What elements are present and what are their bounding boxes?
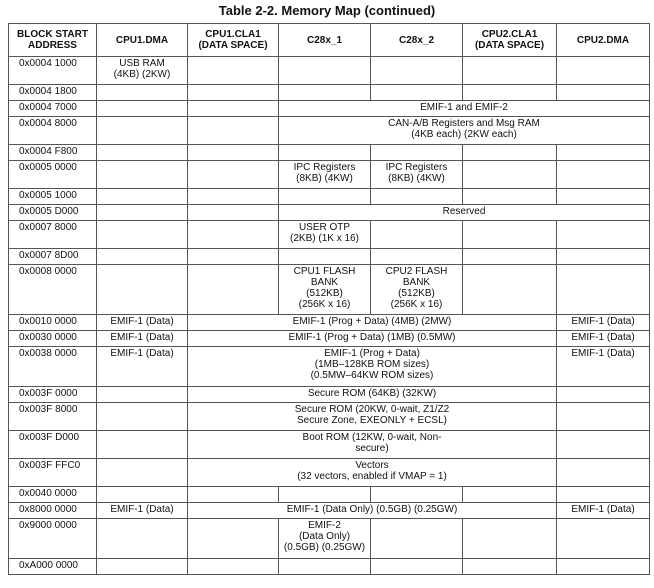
c28x-1-cell xyxy=(279,249,371,265)
address-cell: 0x0038 0000 xyxy=(9,347,97,387)
span-cell: Reserved xyxy=(279,205,650,221)
cpu2-cla1-cell xyxy=(463,265,557,315)
cpu1-dma-cell: EMIF-1 (Data) xyxy=(97,503,188,519)
cpu1-cla1-cell xyxy=(188,117,279,145)
c28x-1-cell: USER OTP (2KB) (1K x 16) xyxy=(279,221,371,249)
address-cell: 0x0008 0000 xyxy=(9,265,97,315)
table-row xyxy=(9,347,650,387)
address-cell: 0x9000 0000 xyxy=(9,519,97,559)
cpu2-cla1-cell xyxy=(463,161,557,189)
address-cell: 0x0010 0000 xyxy=(9,315,97,331)
address-cell: 0x0005 0000 xyxy=(9,161,97,189)
c28x-2-cell xyxy=(371,559,463,575)
cpu1-cla1-cell xyxy=(188,487,279,503)
c28x-2-cell xyxy=(371,57,463,85)
cpu1-cla1-cell xyxy=(188,145,279,161)
header-cpu1-cla1: CPU1.CLA1 (DATA SPACE) xyxy=(188,24,279,57)
cpu1-dma-cell xyxy=(97,265,188,315)
address-cell: 0x0005 D000 xyxy=(9,205,97,221)
table-row xyxy=(9,189,650,205)
cpu2-dma-cell xyxy=(557,85,650,101)
address-cell: 0x8000 0000 xyxy=(9,503,97,519)
c28x-1-cell xyxy=(279,85,371,101)
cpu2-dma-cell xyxy=(557,57,650,85)
cpu2-dma-cell xyxy=(557,431,650,459)
cpu2-dma-cell xyxy=(557,403,650,431)
cpu1-dma-cell: EMIF-1 (Data) xyxy=(97,315,188,331)
cpu1-dma-cell: USB RAM (4KB) (2KW) xyxy=(97,57,188,85)
cpu1-cla1-cell xyxy=(188,205,279,221)
table-row xyxy=(9,559,650,575)
cpu1-dma-cell xyxy=(97,161,188,189)
address-cell: 0x0004 7000 xyxy=(9,101,97,117)
cpu1-dma-cell xyxy=(97,249,188,265)
cpu1-dma-cell: EMIF-1 (Data) xyxy=(97,331,188,347)
memory-map-table xyxy=(8,23,650,575)
address-cell: 0x0030 0000 xyxy=(9,331,97,347)
address-cell: 0x0007 8000 xyxy=(9,221,97,249)
cpu2-dma-cell: EMIF-1 (Data) xyxy=(557,347,650,387)
span-cell: EMIF-1 (Prog + Data) (4MB) (2MW) xyxy=(188,315,557,331)
table-row xyxy=(9,221,650,249)
span-cell: EMIF-1 (Prog + Data) (1MB) (0.5MW) xyxy=(188,331,557,347)
c28x-2-cell xyxy=(371,487,463,503)
cpu1-dma-cell xyxy=(97,459,188,487)
cpu1-dma-cell: EMIF-1 (Data) xyxy=(97,347,188,387)
cpu2-dma-cell xyxy=(557,487,650,503)
table-row xyxy=(9,117,650,145)
address-cell: 0x0004 8000 xyxy=(9,117,97,145)
cpu1-dma-cell xyxy=(97,117,188,145)
c28x-2-cell xyxy=(371,145,463,161)
cpu2-dma-cell xyxy=(557,189,650,205)
cpu1-cla1-cell xyxy=(188,221,279,249)
address-cell: 0x0040 0000 xyxy=(9,487,97,503)
address-cell: 0x0004 1000 xyxy=(9,57,97,85)
cpu1-dma-cell xyxy=(97,519,188,559)
c28x-1-cell xyxy=(279,57,371,85)
span-cell: EMIF-1 (Prog + Data) (1MB–128KB ROM sizes) (0.5MW–64KW ROM sizes) xyxy=(188,347,557,387)
c28x-2-cell xyxy=(371,519,463,559)
header-block-start-address: BLOCK START ADDRESS xyxy=(9,24,97,57)
c28x-1-cell: CPU1 FLASH BANK (512KB) (256K x 16) xyxy=(279,265,371,315)
cpu1-dma-cell xyxy=(97,559,188,575)
table-row xyxy=(9,315,650,331)
cpu1-cla1-cell xyxy=(188,559,279,575)
c28x-2-cell: CPU2 FLASH BANK (512KB) (256K x 16) xyxy=(371,265,463,315)
table-row xyxy=(9,387,650,403)
cpu1-dma-cell xyxy=(97,145,188,161)
header-cpu1-dma: CPU1.DMA xyxy=(97,24,188,57)
cpu1-cla1-cell xyxy=(188,101,279,117)
cpu1-cla1-cell xyxy=(188,161,279,189)
cpu2-dma-cell xyxy=(557,559,650,575)
address-cell: 0x003F D000 xyxy=(9,431,97,459)
cpu2-cla1-cell xyxy=(463,57,557,85)
header-cpu2-cla1: CPU2.CLA1 (DATA SPACE) xyxy=(463,24,557,57)
table-row xyxy=(9,265,650,315)
table-row xyxy=(9,161,650,189)
cpu2-dma-cell: EMIF-1 (Data) xyxy=(557,315,650,331)
cpu2-cla1-cell xyxy=(463,145,557,161)
table-row xyxy=(9,431,650,459)
cpu1-dma-cell xyxy=(97,189,188,205)
span-cell: Boot ROM (12KW, 0-wait, Non- secure) xyxy=(188,431,557,459)
cpu2-cla1-cell xyxy=(463,487,557,503)
c28x-1-cell xyxy=(279,487,371,503)
table-row xyxy=(9,403,650,431)
address-cell: 0x0007 8D00 xyxy=(9,249,97,265)
header-c28x-1: C28x_1 xyxy=(279,24,371,57)
cpu1-cla1-cell xyxy=(188,265,279,315)
table-row xyxy=(9,249,650,265)
cpu1-dma-cell xyxy=(97,403,188,431)
c28x-1-cell: EMIF-2 (Data Only) (0.5GB) (0.25GW) xyxy=(279,519,371,559)
c28x-2-cell xyxy=(371,221,463,249)
table-row xyxy=(9,85,650,101)
cpu2-dma-cell xyxy=(557,249,650,265)
c28x-1-cell xyxy=(279,189,371,205)
cpu1-cla1-cell xyxy=(188,249,279,265)
table-row xyxy=(9,503,650,519)
cpu1-cla1-cell xyxy=(188,85,279,101)
cpu1-cla1-cell xyxy=(188,519,279,559)
cpu2-cla1-cell xyxy=(463,519,557,559)
span-cell: Vectors (32 vectors, enabled if VMAP = 1) xyxy=(188,459,557,487)
cpu2-dma-cell: EMIF-1 (Data) xyxy=(557,331,650,347)
cpu2-cla1-cell xyxy=(463,189,557,205)
cpu1-dma-cell xyxy=(97,387,188,403)
c28x-1-cell xyxy=(279,145,371,161)
cpu2-dma-cell xyxy=(557,145,650,161)
span-cell: CAN-A/B Registers and Msg RAM (4KB each) (2KW each) xyxy=(279,117,650,145)
address-cell: 0x0005 1000 xyxy=(9,189,97,205)
table-row xyxy=(9,145,650,161)
span-cell: Secure ROM (64KB) (32KW) xyxy=(188,387,557,403)
cpu2-dma-cell xyxy=(557,459,650,487)
cpu2-dma-cell xyxy=(557,265,650,315)
cpu2-dma-cell: EMIF-1 (Data) xyxy=(557,503,650,519)
cpu1-dma-cell xyxy=(97,85,188,101)
c28x-1-cell xyxy=(279,559,371,575)
cpu2-dma-cell xyxy=(557,161,650,189)
c28x-2-cell xyxy=(371,249,463,265)
address-cell: 0x003F 0000 xyxy=(9,387,97,403)
header-cpu2-dma: CPU2.DMA xyxy=(557,24,650,57)
address-cell: 0x003F FFC0 xyxy=(9,459,97,487)
cpu1-dma-cell xyxy=(97,431,188,459)
cpu2-cla1-cell xyxy=(463,85,557,101)
cpu2-dma-cell xyxy=(557,221,650,249)
cpu1-cla1-cell xyxy=(188,189,279,205)
cpu2-cla1-cell xyxy=(463,559,557,575)
table-caption: Table 2-2. Memory Map (continued) xyxy=(218,3,436,18)
span-cell: Secure ROM (20KW, 0-wait, Z1/Z2 Secure Zone, EXEONLY + ECSL) xyxy=(188,403,557,431)
address-cell: 0x003F 8000 xyxy=(9,403,97,431)
span-cell: EMIF-1 (Data Only) (0.5GB) (0.25GW) xyxy=(188,503,557,519)
span-cell: EMIF-1 and EMIF-2 xyxy=(279,101,650,117)
cpu1-dma-cell xyxy=(97,205,188,221)
cpu2-dma-cell xyxy=(557,519,650,559)
cpu1-dma-cell xyxy=(97,221,188,249)
header-c28x-2: C28x_2 xyxy=(371,24,463,57)
table-row xyxy=(9,459,650,487)
c28x-2-cell xyxy=(371,85,463,101)
cpu1-cla1-cell xyxy=(188,57,279,85)
cpu2-cla1-cell xyxy=(463,221,557,249)
table-row xyxy=(9,331,650,347)
cpu1-dma-cell xyxy=(97,101,188,117)
c28x-2-cell xyxy=(371,189,463,205)
table-row xyxy=(9,57,650,85)
c28x-2-cell: IPC Registers (8KB) (4KW) xyxy=(371,161,463,189)
table-row xyxy=(9,101,650,117)
c28x-1-cell: IPC Registers (8KB) (4KW) xyxy=(279,161,371,189)
table-row xyxy=(9,205,650,221)
cpu2-dma-cell xyxy=(557,387,650,403)
table-row xyxy=(9,487,650,503)
cpu1-dma-cell xyxy=(97,487,188,503)
table-row xyxy=(9,519,650,559)
address-cell: 0x0004 1800 xyxy=(9,85,97,101)
cpu2-cla1-cell xyxy=(463,249,557,265)
address-cell: 0xA000 0000 xyxy=(9,559,97,575)
address-cell: 0x0004 F800 xyxy=(9,145,97,161)
